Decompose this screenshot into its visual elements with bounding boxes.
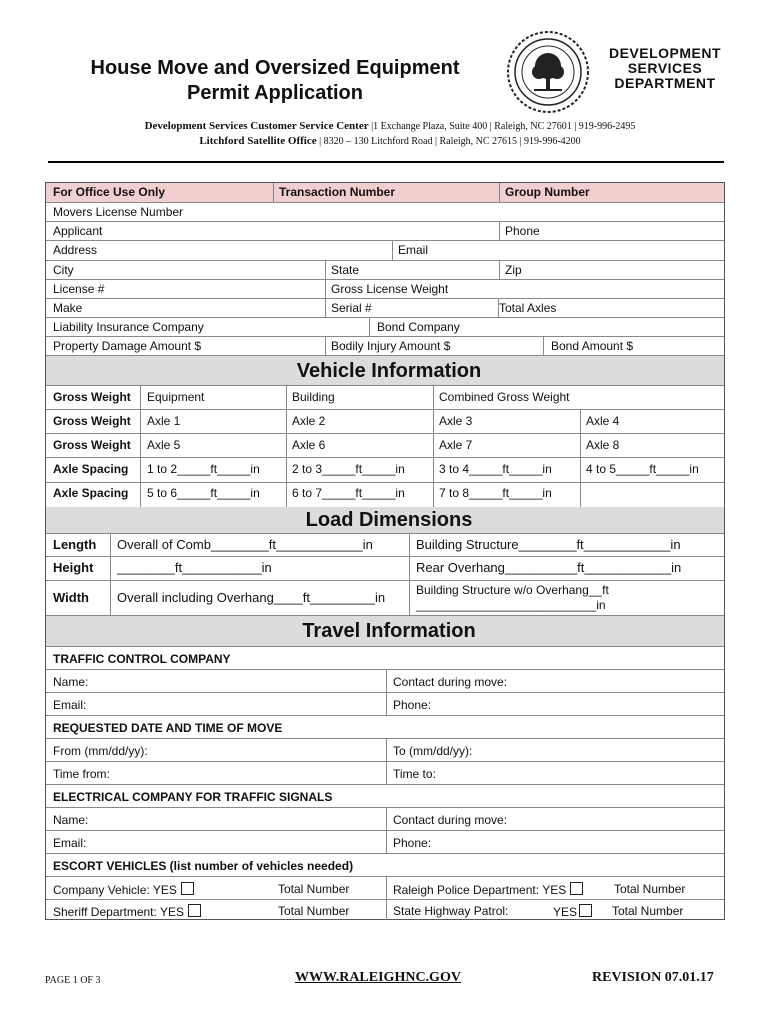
movers-license-field[interactable]: Movers License Number: [53, 205, 184, 219]
center-details: |1 Exchange Plaza, Suite 400 | Raleigh, NC 27601 | 919-996-2495: [368, 121, 636, 132]
overall-comb-field[interactable]: Overall of Comb________ft____________in: [117, 537, 373, 552]
total-axles-field[interactable]: Total Axles: [499, 301, 557, 315]
overall-overhang-field[interactable]: Overall including Overhang____ft_________in: [117, 590, 386, 605]
vehicle-section-title: Vehicle Information: [296, 360, 482, 382]
axle-1-field[interactable]: Axle 1: [147, 414, 181, 428]
spacing-4-5-field[interactable]: 4 to 5_____ft_____in: [586, 462, 699, 476]
traffic-phone-field[interactable]: Phone:: [393, 698, 432, 712]
customer-service-line: [40, 120, 740, 132]
sheriff-label: Sheriff Department: YES: [53, 905, 184, 919]
axle-6-field[interactable]: Axle 6: [292, 438, 326, 452]
axle-spacing-label-2: Axle Spacing: [53, 486, 129, 500]
title-line-2: Permit Application: [187, 82, 363, 104]
form-title: [60, 56, 490, 106]
center-label: Development Services Customer Service Center: [144, 120, 369, 132]
axle-spacing-label-1: Axle Spacing: [53, 462, 129, 476]
electrical-phone-field[interactable]: Phone:: [393, 836, 432, 850]
bs-wo-overhang-field[interactable]: Building Structure w/o Overhang__ft: [416, 583, 609, 597]
state-field[interactable]: State: [331, 263, 360, 277]
website-link[interactable]: WWW.RALEIGHNC.GOV: [295, 970, 461, 985]
dept-line-1: DEVELOPMENT: [608, 45, 722, 61]
phone-field[interactable]: Phone: [505, 224, 540, 238]
spacing-7-8-field[interactable]: 7 to 8_____ft_____in: [439, 486, 552, 500]
spacing-6-7-field[interactable]: 6 to 7_____ft_____in: [292, 486, 405, 500]
highway-patrol-total-field[interactable]: Total Number: [612, 904, 684, 918]
transaction-number-heading: Transaction Number: [279, 185, 396, 199]
gross-weight-label-1: Gross Weight: [53, 390, 131, 404]
height-field[interactable]: ________ft___________in: [117, 560, 272, 575]
group-number-heading: Group Number: [505, 185, 590, 199]
office-details: | 8320 – 130 Litchford Road | Raleigh, NC 27615 | 919-996-4200: [316, 136, 581, 147]
load-section-title: Load Dimensions: [305, 509, 473, 531]
highway-patrol-yes-label: YES: [553, 905, 578, 919]
raleigh-police-label: Raleigh Police Department: YES: [393, 883, 567, 897]
dept-line-2: SERVICES: [627, 60, 703, 76]
traffic-control-heading: TRAFFIC CONTROL COMPANY: [53, 652, 231, 666]
axle-2-field[interactable]: Axle 2: [292, 414, 326, 428]
electrical-contact-field[interactable]: Contact during move:: [393, 813, 508, 827]
width-label: Width: [53, 590, 89, 605]
city-field[interactable]: City: [53, 263, 74, 277]
page-number: PAGE 1 OF 3: [45, 975, 101, 986]
electrical-email-field[interactable]: Email:: [53, 836, 87, 850]
office-use-heading: For Office Use Only: [53, 185, 166, 199]
city-seal-logo: [506, 30, 590, 114]
escort-vehicles-heading: ESCORT VEHICLES (list number of vehicles needed): [53, 859, 354, 873]
traffic-email-field[interactable]: Email:: [53, 698, 87, 712]
gross-weight-label-2: Gross Weight: [53, 414, 131, 428]
revision-label: REVISION 07.01.17: [592, 970, 714, 985]
axle-8-field[interactable]: Axle 8: [586, 438, 620, 452]
axle-4-field[interactable]: Axle 4: [586, 414, 620, 428]
raleigh-police-total-field[interactable]: Total Number: [614, 882, 686, 896]
axle-7-field[interactable]: Axle 7: [439, 438, 473, 452]
traffic-name-field[interactable]: Name:: [53, 675, 89, 689]
make-field[interactable]: Make: [53, 301, 83, 315]
serial-field[interactable]: Serial #: [331, 301, 372, 315]
raleigh-police-row: [393, 882, 583, 897]
gross-license-weight-field[interactable]: Gross License Weight: [331, 282, 449, 296]
address-field[interactable]: Address: [53, 243, 98, 257]
highway-patrol-yes-row: [553, 904, 592, 919]
highway-patrol-yes-checkbox[interactable]: [579, 904, 592, 917]
company-vehicle-row: [53, 882, 194, 897]
from-date-field[interactable]: From (mm/dd/yy):: [53, 744, 148, 758]
electrical-name-field[interactable]: Name:: [53, 813, 89, 827]
sheriff-yes-checkbox[interactable]: [188, 904, 201, 917]
license-field[interactable]: License #: [53, 282, 105, 296]
company-vehicle-label: Company Vehicle: YES: [53, 883, 177, 897]
bond-amount-field[interactable]: Bond Amount $: [551, 339, 634, 353]
gross-weight-label-3: Gross Weight: [53, 438, 131, 452]
company-vehicle-yes-checkbox[interactable]: [181, 882, 194, 895]
department-logo: [604, 46, 726, 91]
building-field[interactable]: Building: [292, 390, 335, 404]
bs-wo-overhang-in-field[interactable]: ___________________________in: [416, 598, 606, 612]
office-label: Litchford Satellite Office: [199, 135, 317, 147]
to-date-field[interactable]: To (mm/dd/yy):: [393, 744, 473, 758]
axle-5-field[interactable]: Axle 5: [147, 438, 181, 452]
height-label: Height: [53, 560, 94, 575]
dept-line-3: DEPARTMENT: [614, 75, 716, 91]
title-line-1: House Move and Oversized Equipment: [90, 57, 460, 79]
company-vehicle-total-field[interactable]: Total Number: [278, 882, 350, 896]
requested-date-heading: REQUESTED DATE AND TIME OF MOVE: [53, 721, 283, 735]
axle-3-field[interactable]: Axle 3: [439, 414, 473, 428]
satellite-office-line: [40, 135, 740, 147]
liability-insurance-field[interactable]: Liability Insurance Company: [53, 320, 204, 334]
spacing-5-6-field[interactable]: 5 to 6_____ft_____in: [147, 486, 260, 500]
traffic-contact-field[interactable]: Contact during move:: [393, 675, 508, 689]
applicant-field[interactable]: Applicant: [53, 224, 103, 238]
travel-section-title: Travel Information: [302, 620, 476, 642]
email-field[interactable]: Email: [398, 243, 429, 257]
time-to-field[interactable]: Time to:: [393, 767, 436, 781]
sheriff-row: [53, 904, 201, 919]
building-structure-field[interactable]: Building Structure________ft____________in: [416, 537, 681, 552]
electrical-company-heading: ELECTRICAL COMPANY FOR TRAFFIC SIGNALS: [53, 790, 333, 804]
spacing-2-3-field[interactable]: 2 to 3_____ft_____in: [292, 462, 405, 476]
combined-gross-weight-field[interactable]: Combined Gross Weight: [439, 390, 570, 404]
rear-overhang-field[interactable]: Rear Overhang__________ft____________in: [416, 560, 682, 575]
length-label: Length: [53, 537, 97, 552]
bond-company-field[interactable]: Bond Company: [377, 320, 460, 334]
permit-form: [45, 182, 725, 920]
sheriff-total-field[interactable]: Total Number: [278, 904, 350, 918]
spacing-1-2-field[interactable]: 1 to 2_____ft_____in: [147, 462, 260, 476]
time-from-field[interactable]: Time from:: [53, 767, 110, 781]
raleigh-police-yes-checkbox[interactable]: [570, 882, 583, 895]
bodily-injury-field[interactable]: Bodily Injury Amount $: [331, 339, 451, 353]
header-rule: [48, 161, 724, 163]
zip-field[interactable]: Zip: [505, 263, 522, 277]
property-damage-field[interactable]: Property Damage Amount $: [53, 339, 202, 353]
equipment-field[interactable]: Equipment: [147, 390, 205, 404]
highway-patrol-label: State Highway Patrol:: [393, 904, 509, 918]
spacing-3-4-field[interactable]: 3 to 4_____ft_____in: [439, 462, 552, 476]
